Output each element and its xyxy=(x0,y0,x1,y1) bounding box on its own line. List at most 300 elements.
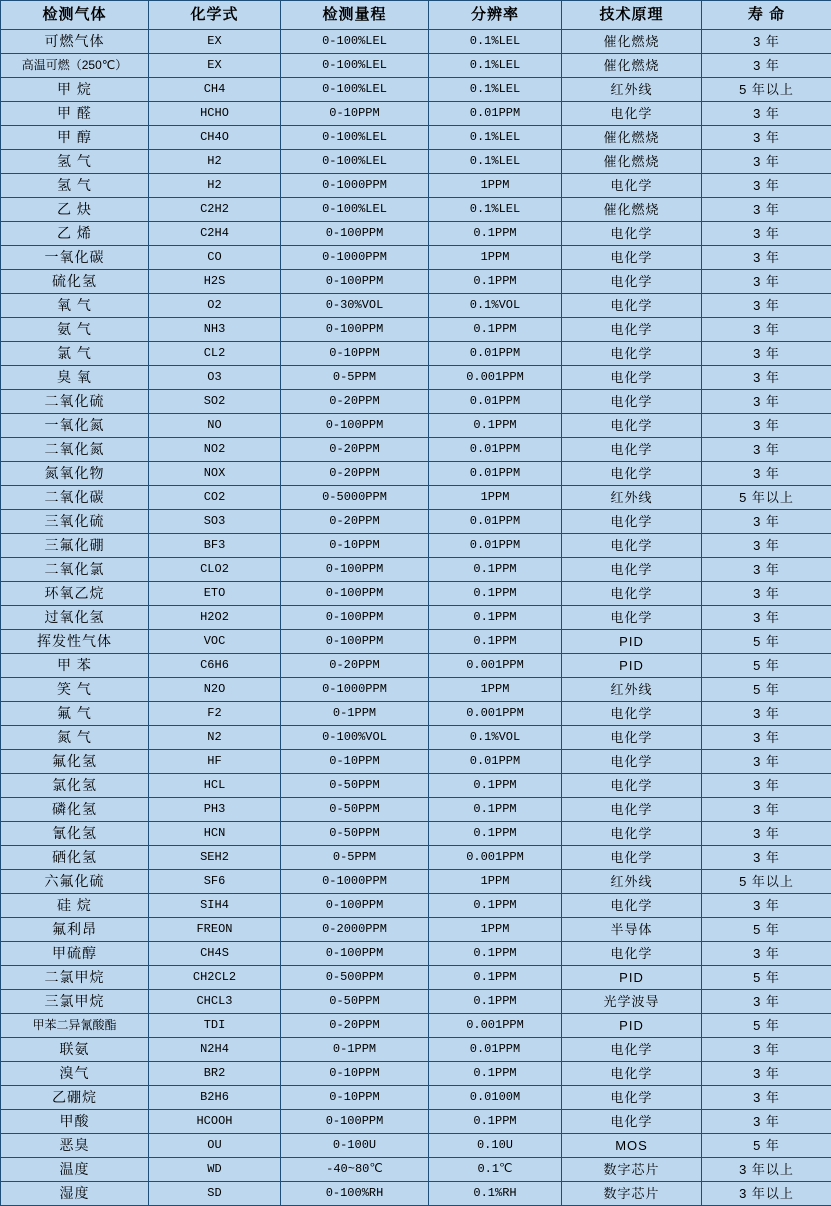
cell-principle: 电化学 xyxy=(562,222,702,246)
table-row xyxy=(1,102,831,126)
cell-life: 3 年 xyxy=(702,222,831,246)
cell-resolution: 0.1%VOL xyxy=(429,726,562,750)
cell-formula: WD xyxy=(149,1158,281,1182)
cell-range: 0-100PPM xyxy=(281,630,429,654)
cell-resolution: 0.1%VOL xyxy=(429,294,562,318)
cell-principle: 半导体 xyxy=(562,918,702,942)
cell-formula: CH4O xyxy=(149,126,281,150)
cell-gas-name: 氧 气 xyxy=(1,294,149,318)
cell-formula: BR2 xyxy=(149,1062,281,1086)
cell-formula: O2 xyxy=(149,294,281,318)
cell-range: 0-5PPM xyxy=(281,846,429,870)
cell-gas-name: 氯 气 xyxy=(1,342,149,366)
cell-formula: HCOOH xyxy=(149,1110,281,1134)
cell-range: 0-50PPM xyxy=(281,990,429,1014)
cell-principle: 电化学 xyxy=(562,246,702,270)
cell-resolution: 0.001PPM xyxy=(429,654,562,678)
cell-range: 0-100PPM xyxy=(281,582,429,606)
table-row xyxy=(1,870,831,894)
cell-resolution: 0.01PPM xyxy=(429,750,562,774)
table-row xyxy=(1,990,831,1014)
cell-principle: 催化燃烧 xyxy=(562,198,702,222)
cell-life: 3 年 xyxy=(702,174,831,198)
cell-principle: 红外线 xyxy=(562,870,702,894)
cell-principle: 催化燃烧 xyxy=(562,54,702,78)
cell-formula: HCN xyxy=(149,822,281,846)
cell-resolution: 0.001PPM xyxy=(429,702,562,726)
cell-range: 0-10PPM xyxy=(281,1062,429,1086)
cell-life: 3 年 xyxy=(702,798,831,822)
table-row xyxy=(1,1158,831,1182)
cell-range: 0-100%RH xyxy=(281,1182,429,1206)
cell-resolution: 0.1%RH xyxy=(429,1182,562,1206)
cell-principle: 电化学 xyxy=(562,174,702,198)
cell-gas-name: 温度 xyxy=(1,1158,149,1182)
cell-range: 0-100PPM xyxy=(281,558,429,582)
cell-formula: SD xyxy=(149,1182,281,1206)
cell-life: 3 年 xyxy=(702,1086,831,1110)
cell-life: 3 年 xyxy=(702,606,831,630)
cell-range: 0-20PPM xyxy=(281,654,429,678)
cell-gas-name: 环氧乙烷 xyxy=(1,582,149,606)
column-header-range: 检测量程 xyxy=(281,1,429,30)
table-row xyxy=(1,54,831,78)
table-row xyxy=(1,510,831,534)
cell-life: 3 年 xyxy=(702,30,831,54)
table-row xyxy=(1,774,831,798)
cell-life: 5 年以上 xyxy=(702,870,831,894)
cell-range: 0-100PPM xyxy=(281,222,429,246)
cell-range: 0-100%LEL xyxy=(281,126,429,150)
table-row xyxy=(1,294,831,318)
cell-life: 3 年 xyxy=(702,438,831,462)
cell-range: 0-100PPM xyxy=(281,270,429,294)
cell-life: 3 年 xyxy=(702,774,831,798)
cell-life: 5 年 xyxy=(702,918,831,942)
cell-formula: CO xyxy=(149,246,281,270)
cell-principle: 电化学 xyxy=(562,846,702,870)
table-row xyxy=(1,894,831,918)
cell-resolution: 0.1%LEL xyxy=(429,54,562,78)
cell-gas-name: 二氯甲烷 xyxy=(1,966,149,990)
cell-range: 0-50PPM xyxy=(281,798,429,822)
cell-gas-name: 硫化氢 xyxy=(1,270,149,294)
cell-principle: 催化燃烧 xyxy=(562,30,702,54)
cell-formula: BF3 xyxy=(149,534,281,558)
cell-formula: N2O xyxy=(149,678,281,702)
table-row xyxy=(1,630,831,654)
table-row xyxy=(1,126,831,150)
cell-formula: H2 xyxy=(149,150,281,174)
cell-life: 3 年 xyxy=(702,294,831,318)
cell-gas-name: 甲 醇 xyxy=(1,126,149,150)
cell-life: 3 年 xyxy=(702,246,831,270)
cell-range: 0-100%LEL xyxy=(281,150,429,174)
cell-gas-name: 氮 气 xyxy=(1,726,149,750)
cell-life: 3 年 xyxy=(702,462,831,486)
cell-principle: 催化燃烧 xyxy=(562,150,702,174)
cell-principle: PID xyxy=(562,630,702,654)
cell-range: 0-1000PPM xyxy=(281,678,429,702)
cell-life: 3 年 xyxy=(702,558,831,582)
cell-formula: N2H4 xyxy=(149,1038,281,1062)
cell-resolution: 1PPM xyxy=(429,486,562,510)
cell-formula: F2 xyxy=(149,702,281,726)
cell-range: 0-100%VOL xyxy=(281,726,429,750)
cell-gas-name: 氟化氢 xyxy=(1,750,149,774)
cell-principle: 数字芯片 xyxy=(562,1182,702,1206)
cell-range: 0-50PPM xyxy=(281,774,429,798)
table-row xyxy=(1,438,831,462)
cell-formula: NH3 xyxy=(149,318,281,342)
cell-range: 0-20PPM xyxy=(281,438,429,462)
cell-gas-name: 三氧化硫 xyxy=(1,510,149,534)
cell-life: 3 年 xyxy=(702,102,831,126)
cell-principle: 电化学 xyxy=(562,1110,702,1134)
table-row xyxy=(1,558,831,582)
table-row xyxy=(1,750,831,774)
table-row xyxy=(1,390,831,414)
table-row xyxy=(1,78,831,102)
cell-gas-name: 乙硼烷 xyxy=(1,1086,149,1110)
table-row xyxy=(1,678,831,702)
table-row xyxy=(1,702,831,726)
cell-resolution: 0.001PPM xyxy=(429,366,562,390)
column-header-formula: 化学式 xyxy=(149,1,281,30)
table-row xyxy=(1,270,831,294)
cell-principle: 电化学 xyxy=(562,318,702,342)
table-row xyxy=(1,798,831,822)
cell-gas-name: 甲硫醇 xyxy=(1,942,149,966)
column-header-life: 寿 命 xyxy=(702,1,831,30)
cell-range: 0-100PPM xyxy=(281,894,429,918)
cell-principle: 电化学 xyxy=(562,342,702,366)
cell-formula: SO3 xyxy=(149,510,281,534)
cell-gas-name: 甲 苯 xyxy=(1,654,149,678)
cell-principle: PID xyxy=(562,966,702,990)
cell-formula: NOX xyxy=(149,462,281,486)
table-row xyxy=(1,1038,831,1062)
cell-principle: 光学波导 xyxy=(562,990,702,1014)
table-row xyxy=(1,918,831,942)
cell-formula: O3 xyxy=(149,366,281,390)
cell-gas-name: 氟 气 xyxy=(1,702,149,726)
cell-range: 0-20PPM xyxy=(281,462,429,486)
cell-formula: CHCL3 xyxy=(149,990,281,1014)
cell-principle: 电化学 xyxy=(562,726,702,750)
cell-life: 3 年 xyxy=(702,390,831,414)
cell-resolution: 0.1%LEL xyxy=(429,198,562,222)
cell-formula: C2H2 xyxy=(149,198,281,222)
table-row xyxy=(1,318,831,342)
cell-range: 0-100U xyxy=(281,1134,429,1158)
cell-resolution: 0.1%LEL xyxy=(429,30,562,54)
cell-gas-name: 高温可燃（250℃） xyxy=(1,54,149,78)
cell-principle: 电化学 xyxy=(562,582,702,606)
cell-principle: 电化学 xyxy=(562,942,702,966)
cell-resolution: 0.10U xyxy=(429,1134,562,1158)
cell-range: 0-5PPM xyxy=(281,366,429,390)
cell-life: 3 年 xyxy=(702,726,831,750)
cell-formula: CH4 xyxy=(149,78,281,102)
table-row xyxy=(1,1134,831,1158)
cell-gas-name: 氨 气 xyxy=(1,318,149,342)
cell-formula: OU xyxy=(149,1134,281,1158)
cell-gas-name: 氯化氢 xyxy=(1,774,149,798)
cell-resolution: 0.1%LEL xyxy=(429,78,562,102)
table-row xyxy=(1,150,831,174)
cell-resolution: 0.01PPM xyxy=(429,534,562,558)
cell-gas-name: 氟利昂 xyxy=(1,918,149,942)
cell-resolution: 0.1PPM xyxy=(429,942,562,966)
cell-principle: 电化学 xyxy=(562,510,702,534)
cell-gas-name: 甲 醛 xyxy=(1,102,149,126)
table-row xyxy=(1,726,831,750)
cell-principle: 红外线 xyxy=(562,678,702,702)
cell-range: 0-1PPM xyxy=(281,1038,429,1062)
cell-principle: 电化学 xyxy=(562,294,702,318)
table-row xyxy=(1,822,831,846)
table-row xyxy=(1,534,831,558)
cell-gas-name: 恶臭 xyxy=(1,1134,149,1158)
cell-life: 3 年 xyxy=(702,822,831,846)
table-row xyxy=(1,366,831,390)
cell-gas-name: 氮氧化物 xyxy=(1,462,149,486)
cell-resolution: 0.1PPM xyxy=(429,606,562,630)
cell-formula: HCHO xyxy=(149,102,281,126)
cell-gas-name: 磷化氢 xyxy=(1,798,149,822)
table-row xyxy=(1,30,831,54)
table-row xyxy=(1,606,831,630)
table-row xyxy=(1,462,831,486)
cell-resolution: 0.1PPM xyxy=(429,1110,562,1134)
cell-gas-name: 可燃气体 xyxy=(1,30,149,54)
table-row xyxy=(1,1014,831,1038)
cell-formula: SF6 xyxy=(149,870,281,894)
cell-principle: 红外线 xyxy=(562,486,702,510)
table-row xyxy=(1,1062,831,1086)
cell-formula: N2 xyxy=(149,726,281,750)
cell-resolution: 0.1PPM xyxy=(429,822,562,846)
cell-formula: CL2 xyxy=(149,342,281,366)
cell-formula: EX xyxy=(149,30,281,54)
cell-range: 0-2000PPM xyxy=(281,918,429,942)
cell-resolution: 1PPM xyxy=(429,918,562,942)
cell-resolution: 0.01PPM xyxy=(429,1038,562,1062)
cell-principle: 电化学 xyxy=(562,1086,702,1110)
cell-principle: 电化学 xyxy=(562,270,702,294)
table-row xyxy=(1,414,831,438)
cell-range: 0-1000PPM xyxy=(281,246,429,270)
cell-formula: FREON xyxy=(149,918,281,942)
cell-gas-name: 臭 氧 xyxy=(1,366,149,390)
cell-principle: 催化燃烧 xyxy=(562,126,702,150)
cell-life: 3 年 xyxy=(702,582,831,606)
cell-formula: VOC xyxy=(149,630,281,654)
cell-life: 3 年 xyxy=(702,126,831,150)
table-row xyxy=(1,222,831,246)
cell-principle: 电化学 xyxy=(562,1038,702,1062)
cell-gas-name: 氰化氢 xyxy=(1,822,149,846)
cell-resolution: 0.01PPM xyxy=(429,390,562,414)
table-header-row xyxy=(1,1,831,30)
cell-resolution: 0.1PPM xyxy=(429,798,562,822)
table-row xyxy=(1,654,831,678)
cell-range: 0-10PPM xyxy=(281,534,429,558)
cell-formula: SIH4 xyxy=(149,894,281,918)
cell-principle: MOS xyxy=(562,1134,702,1158)
cell-resolution: 0.1PPM xyxy=(429,630,562,654)
cell-formula: C6H6 xyxy=(149,654,281,678)
cell-range: 0-100%LEL xyxy=(281,30,429,54)
column-header-resolution: 分辨率 xyxy=(429,1,562,30)
cell-life: 3 年 xyxy=(702,990,831,1014)
cell-formula: EX xyxy=(149,54,281,78)
cell-gas-name: 三氟化硼 xyxy=(1,534,149,558)
cell-principle: 电化学 xyxy=(562,702,702,726)
cell-life: 3 年 xyxy=(702,54,831,78)
cell-gas-name: 六氟化硫 xyxy=(1,870,149,894)
cell-principle: 电化学 xyxy=(562,606,702,630)
table-row xyxy=(1,198,831,222)
cell-resolution: 0.1PPM xyxy=(429,966,562,990)
cell-range: 0-100PPM xyxy=(281,942,429,966)
table-row xyxy=(1,486,831,510)
cell-resolution: 0.1PPM xyxy=(429,582,562,606)
cell-life: 5 年 xyxy=(702,1014,831,1038)
cell-gas-name: 二氧化氯 xyxy=(1,558,149,582)
cell-resolution: 0.1PPM xyxy=(429,894,562,918)
cell-range: 0-100PPM xyxy=(281,414,429,438)
cell-principle: 电化学 xyxy=(562,822,702,846)
cell-resolution: 0.1PPM xyxy=(429,774,562,798)
cell-life: 5 年 xyxy=(702,654,831,678)
cell-range: 0-100PPM xyxy=(281,318,429,342)
cell-resolution: 1PPM xyxy=(429,678,562,702)
table-row xyxy=(1,1110,831,1134)
table-body xyxy=(1,30,831,1206)
cell-gas-name: 乙 烯 xyxy=(1,222,149,246)
cell-range: 0-20PPM xyxy=(281,390,429,414)
cell-resolution: 0.1PPM xyxy=(429,318,562,342)
cell-life: 3 年 xyxy=(702,150,831,174)
cell-principle: 电化学 xyxy=(562,102,702,126)
cell-life: 3 年 xyxy=(702,414,831,438)
cell-principle: 电化学 xyxy=(562,558,702,582)
cell-gas-name: 甲苯二异氰酸酯 xyxy=(1,1014,149,1038)
cell-life: 3 年 xyxy=(702,846,831,870)
cell-life: 5 年 xyxy=(702,1134,831,1158)
table-row xyxy=(1,174,831,198)
cell-formula: ETO xyxy=(149,582,281,606)
cell-life: 3 年 xyxy=(702,510,831,534)
table-row xyxy=(1,942,831,966)
cell-principle: PID xyxy=(562,1014,702,1038)
cell-resolution: 0.01PPM xyxy=(429,342,562,366)
cell-resolution: 0.01PPM xyxy=(429,462,562,486)
cell-life: 3 年 xyxy=(702,942,831,966)
cell-gas-name: 甲酸 xyxy=(1,1110,149,1134)
cell-formula: H2S xyxy=(149,270,281,294)
cell-life: 3 年 xyxy=(702,534,831,558)
cell-principle: 电化学 xyxy=(562,774,702,798)
cell-principle: 电化学 xyxy=(562,414,702,438)
cell-life: 3 年 xyxy=(702,342,831,366)
cell-gas-name: 一氧化碳 xyxy=(1,246,149,270)
cell-range: 0-100%LEL xyxy=(281,78,429,102)
cell-life: 5 年 xyxy=(702,678,831,702)
cell-principle: PID xyxy=(562,654,702,678)
cell-range: 0-100PPM xyxy=(281,606,429,630)
cell-life: 5 年以上 xyxy=(702,78,831,102)
cell-range: 0-30%VOL xyxy=(281,294,429,318)
table-row xyxy=(1,846,831,870)
cell-formula: B2H6 xyxy=(149,1086,281,1110)
cell-range: 0-1000PPM xyxy=(281,174,429,198)
cell-formula: HF xyxy=(149,750,281,774)
cell-range: 0-10PPM xyxy=(281,1086,429,1110)
cell-life: 3 年 xyxy=(702,318,831,342)
cell-range: 0-10PPM xyxy=(281,750,429,774)
cell-gas-name: 联氨 xyxy=(1,1038,149,1062)
cell-range: 0-20PPM xyxy=(281,510,429,534)
cell-gas-name: 氢 气 xyxy=(1,174,149,198)
cell-range: 0-100PPM xyxy=(281,1110,429,1134)
table-row xyxy=(1,966,831,990)
cell-life: 3 年 xyxy=(702,198,831,222)
cell-principle: 电化学 xyxy=(562,438,702,462)
cell-life: 3 年以上 xyxy=(702,1158,831,1182)
table-row xyxy=(1,1182,831,1206)
cell-gas-name: 湿度 xyxy=(1,1182,149,1206)
cell-gas-name: 笑 气 xyxy=(1,678,149,702)
cell-gas-name: 三氯甲烷 xyxy=(1,990,149,1014)
cell-gas-name: 挥发性气体 xyxy=(1,630,149,654)
cell-gas-name: 二氧化碳 xyxy=(1,486,149,510)
cell-principle: 电化学 xyxy=(562,462,702,486)
cell-range: 0-1PPM xyxy=(281,702,429,726)
cell-range: 0-100%LEL xyxy=(281,198,429,222)
cell-principle: 电化学 xyxy=(562,390,702,414)
cell-life: 3 年 xyxy=(702,270,831,294)
cell-formula: CLO2 xyxy=(149,558,281,582)
cell-resolution: 0.001PPM xyxy=(429,1014,562,1038)
table-row xyxy=(1,246,831,270)
cell-resolution: 1PPM xyxy=(429,174,562,198)
cell-formula: H2 xyxy=(149,174,281,198)
cell-range: 0-10PPM xyxy=(281,102,429,126)
cell-resolution: 0.1%LEL xyxy=(429,150,562,174)
cell-principle: 电化学 xyxy=(562,534,702,558)
cell-life: 3 年 xyxy=(702,702,831,726)
cell-resolution: 0.1PPM xyxy=(429,270,562,294)
cell-formula: CH2CL2 xyxy=(149,966,281,990)
cell-range: -40~80℃ xyxy=(281,1158,429,1182)
cell-life: 3 年 xyxy=(702,750,831,774)
cell-resolution: 0.1PPM xyxy=(429,558,562,582)
cell-range: 0-5000PPM xyxy=(281,486,429,510)
cell-life: 5 年 xyxy=(702,966,831,990)
cell-gas-name: 氢 气 xyxy=(1,150,149,174)
cell-gas-name: 硅 烷 xyxy=(1,894,149,918)
cell-resolution: 0.1PPM xyxy=(429,222,562,246)
cell-formula: SEH2 xyxy=(149,846,281,870)
column-header-principle: 技术原理 xyxy=(562,1,702,30)
cell-resolution: 0.001PPM xyxy=(429,846,562,870)
table-row xyxy=(1,582,831,606)
cell-principle: 电化学 xyxy=(562,798,702,822)
cell-resolution: 0.01PPM xyxy=(429,102,562,126)
